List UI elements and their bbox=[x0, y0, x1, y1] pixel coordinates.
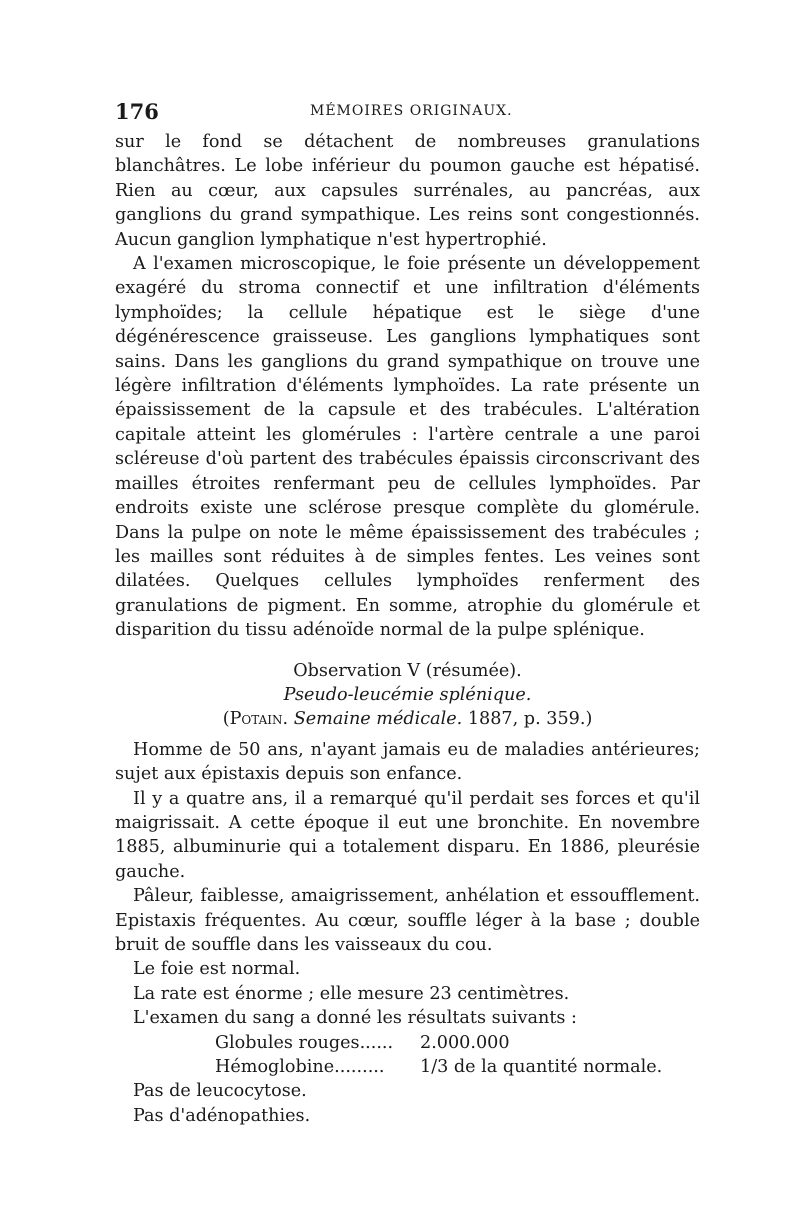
blood-result-value: 2.000.000 bbox=[420, 1032, 510, 1053]
continuation-paragraph: sur le fond se détachent de nombreuses granulations blanchâtres. Le lobe inférieur du poumon gauche est hépatisé. Rien au cœur, aux capsules surrénales, au pancréas, aux ganglions du grand sympathique. Les reins sont congestionnés. Aucun ganglion lymphatique n'est hypertrophié. bbox=[115, 132, 700, 250]
blood-result-value: 1/3 de la quantité normale. bbox=[420, 1057, 663, 1078]
page-body bbox=[115, 130, 700, 1128]
case-paragraph: Il y a quatre ans, il a remarqué qu'il perdait ses forces et qu'il maigrissait. A cette époque il eut une bronchite. En novembre 1885, albuminurie qui a totalement disparu. En 1886, pleurésie gauche. bbox=[115, 788, 700, 882]
closing-line: Pas d'adénopathies. bbox=[133, 1105, 311, 1126]
finding-line: L'examen du sang a donné les résultats suivants : bbox=[133, 1008, 577, 1029]
observation-subtitle: Pseudo-leucémie splénique. bbox=[283, 684, 532, 705]
observation-title: Observation V (résumée). bbox=[293, 660, 522, 681]
finding-line: La rate est énorme ; elle mesure 23 centimètres. bbox=[133, 983, 570, 1004]
blood-result-label: Hémoglobine......... bbox=[215, 1057, 385, 1078]
blood-result-row bbox=[115, 1031, 700, 1055]
reference-journal: Semaine médicale. bbox=[293, 709, 463, 730]
running-head: MÉMOIRES ORIGINAUX. bbox=[310, 103, 513, 119]
blood-result-row bbox=[115, 1055, 700, 1079]
blood-result-label: Globules rouges...... bbox=[215, 1032, 394, 1053]
reference-details: 1887, p. 359. bbox=[467, 709, 586, 730]
reference-author: Potain. bbox=[229, 709, 289, 730]
closing-line: Pas de leucocytose. bbox=[133, 1081, 307, 1102]
page-number: 176 bbox=[115, 99, 159, 124]
page-header bbox=[115, 99, 693, 125]
observation-reference: (Potain. Semaine médicale. 1887, p. 359.) bbox=[222, 709, 593, 730]
finding-line: Le foie est normal. bbox=[133, 959, 301, 980]
case-paragraph: Pâleur, faiblesse, amaigrissement, anhélation et essoufflement. Epistaxis fréquentes. Au cœur, souffle léger à la base ; double bruit de souffle dans les vaisseaux du cou. bbox=[115, 886, 700, 955]
case-paragraph: Homme de 50 ans, n'ayant jamais eu de maladies antérieures; sujet aux épistaxis depuis son enfance. bbox=[115, 739, 700, 785]
microscopy-paragraph: A l'examen microscopique, le foie présente un développement exagéré du stroma connectif et une infiltration d'éléments lymphoïdes; la cellule hépatique est le siège d'une dégénérescence graisseuse. Les ganglions lymphatiques sont sains. Dans les ganglions du grand sympathique on trouve une légère infiltration d'éléments lymphoïdes. La rate présente un épaississement de la capsule et des trabécules. L'altération capitale atteint les glomérules : l'artère centrale a une paroi scléreuse d'où partent des trabécules épaissis circonscrivant des mailles étroites renfermant peu de cellules lymphoïdes. Par endroits existe une sclérose presque complète du glomérule. Dans la pulpe on note le même épaississement des trabécules ; les mailles sont réduites à de simples fentes. Les veines sont dilatées. Quelques cellules lymphoïdes renferment des granulations de pigment. En somme, atrophie du glomérule et disparition du tissu adénoïde normal de la pulpe splénique. bbox=[115, 254, 700, 641]
